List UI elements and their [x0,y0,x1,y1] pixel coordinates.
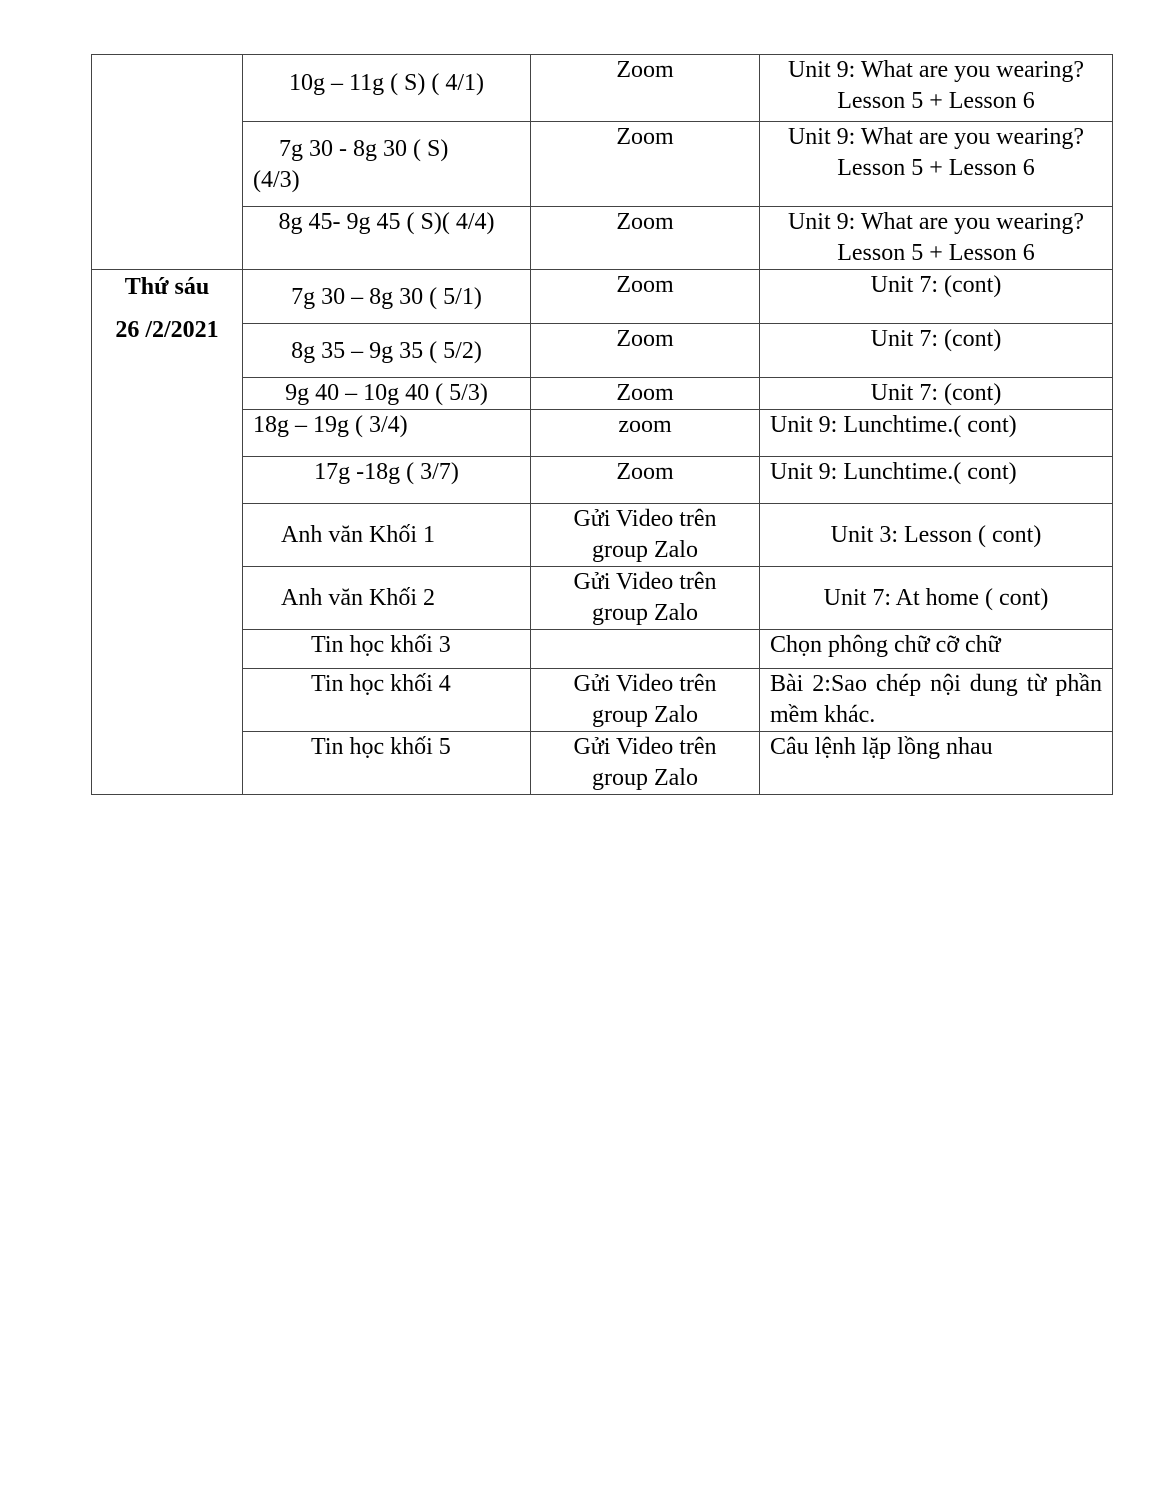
method-cell [531,630,760,669]
content-cell: Unit 7: At home ( cont) [760,567,1113,630]
content-cell: Unit 7: (cont) [760,270,1113,324]
method-cell: Gửi Video trên group Zalo [531,567,760,630]
content-cell: Unit 9: What are you wearing? Lesson 5 + Lesson 6 [760,55,1113,122]
time-cell: Anh văn Khối 2 [243,567,531,630]
day-cell [92,270,243,795]
time-cell: 7g 30 - 8g 30 ( S) (4/3) [243,122,531,207]
time-cell: 18g – 19g ( 3/4) [243,410,531,457]
table-row [92,457,1113,504]
time-cell: 8g 35 – 9g 35 ( 5/2) [243,324,531,378]
method-cell: Zoom [531,207,760,270]
table-row [92,55,1113,122]
time-cell: 10g – 11g ( S) ( 4/1) [243,55,531,122]
table-row [92,669,1113,732]
method-cell: Zoom [531,457,760,504]
content-cell: Câu lệnh lặp lồng nhau [760,732,1113,795]
table-row [92,270,1113,324]
method-cell: Zoom [531,55,760,122]
content-cell: Unit 7: (cont) [760,324,1113,378]
time-cell: Tin học khối 4 [243,669,531,732]
method-cell: Gửi Video trên group Zalo [531,504,760,567]
time-cell: Anh văn Khối 1 [243,504,531,567]
day-cell-empty [92,55,243,270]
time-cell: Tin học khối 5 [243,732,531,795]
table-row [92,504,1113,567]
method-cell: Zoom [531,122,760,207]
content-cell: Unit 7: (cont) [760,378,1113,410]
table-row [92,732,1113,795]
time-cell: 8g 45- 9g 45 ( S)( 4/4) [243,207,531,270]
table-row [92,122,1113,207]
method-cell: zoom [531,410,760,457]
time-cell: 9g 40 – 10g 40 ( 5/3) [243,378,531,410]
time-cell: 7g 30 – 8g 30 ( 5/1) [243,270,531,324]
method-cell: Zoom [531,270,760,324]
method-cell: Gửi Video trên group Zalo [531,669,760,732]
method-cell: Gửi Video trên group Zalo [531,732,760,795]
content-cell: Unit 9: What are you wearing? Lesson 5 + Lesson 6 [760,207,1113,270]
day-date: 26 /2/2021 [115,317,219,343]
table-row [92,324,1113,378]
table-row [92,207,1113,270]
table-row [92,410,1113,457]
table-row [92,567,1113,630]
content-cell: Bài 2:Sao chép nội dung từ phần mềm khác. [760,669,1113,732]
day-name: Thứ sáu [124,274,210,300]
content-cell: Unit 9: Lunchtime.( cont) [760,410,1113,457]
method-cell: Zoom [531,378,760,410]
table-row [92,630,1113,669]
schedule-table [91,54,1113,795]
time-cell: Tin học khối 3 [243,630,531,669]
content-cell: Unit 3: Lesson ( cont) [760,504,1113,567]
content-cell: Unit 9: What are you wearing? Lesson 5 + Lesson 6 [760,122,1113,207]
content-cell: Chọn phông chữ cỡ chữ [760,630,1113,669]
content-cell: Unit 9: Lunchtime.( cont) [760,457,1113,504]
time-cell: 17g -18g ( 3/7) [243,457,531,504]
table-row [92,378,1113,410]
method-cell: Zoom [531,324,760,378]
